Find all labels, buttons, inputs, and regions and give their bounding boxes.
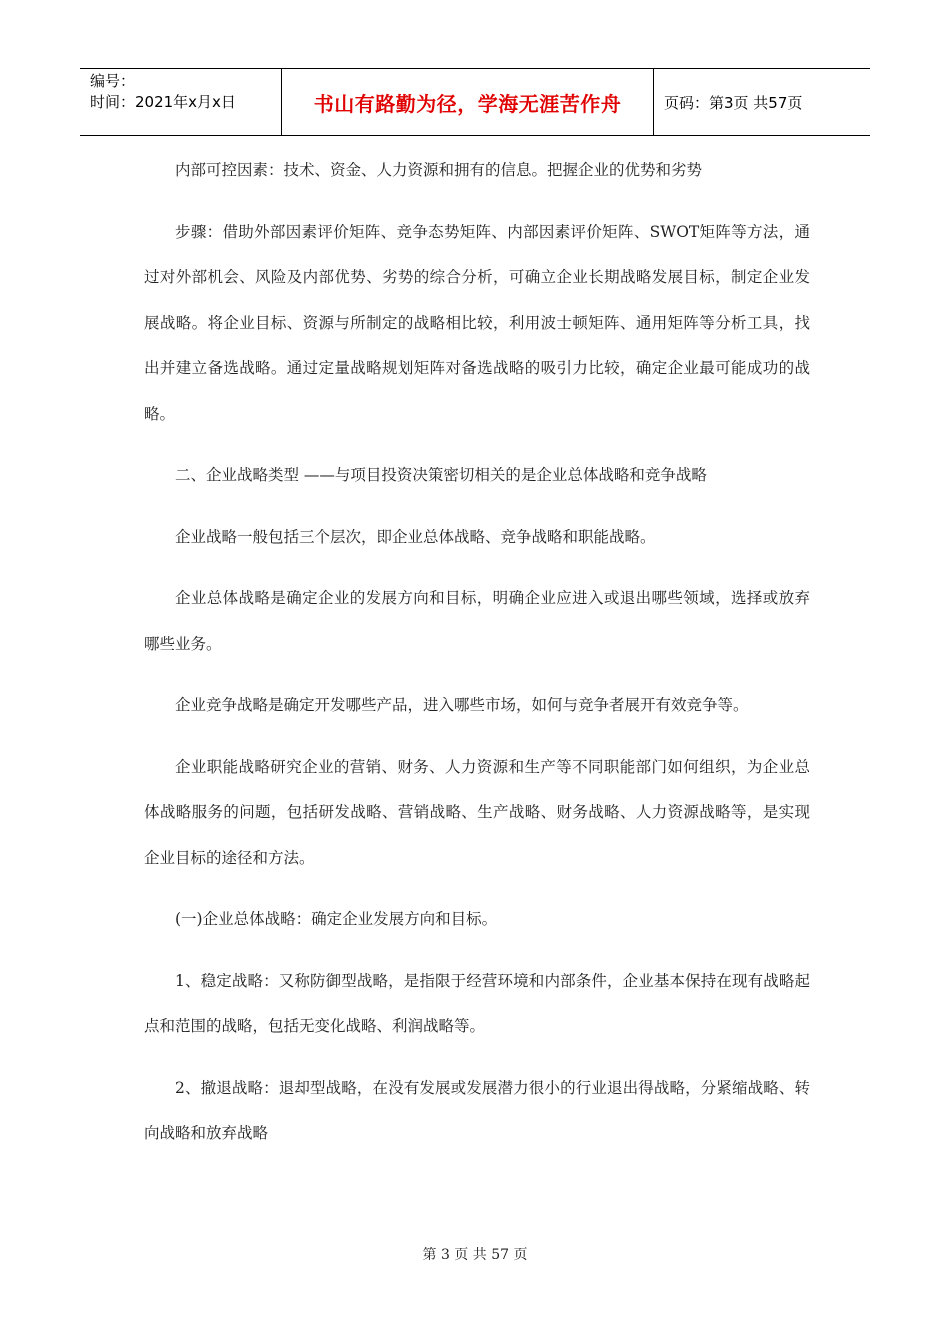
header-meta	[80, 69, 282, 135]
paragraph: 企业职能战略研究企业的营销、财务、人力资源和生产等不同职能部门如何组织，为企业总体战略服务的问题，包括研发战略、营销战略、生产战略、财务战略、人力资源战略等，是实现企业目标的途径和方法。	[144, 757, 810, 867]
paragraph: 企业战略一般包括三个层次，即企业总体战略、竞争战略和职能战略。	[175, 527, 656, 546]
list-item: 1、稳定战略：又称防御型战略，是指限于经营环境和内部条件，企业基本保持在现有战略起点和范围的战略，包括无变化战略、利润战略等。	[144, 971, 810, 1035]
document-number-label: 编号：	[90, 72, 136, 90]
document-body	[144, 148, 810, 1157]
page-header	[80, 68, 870, 136]
paragraph: 企业总体战略是确定企业的发展方向和目标，明确企业应进入或退出哪些领域，选择或放弃哪些业务。	[144, 589, 810, 653]
document-time-label: 时间：2021年x月x日	[90, 93, 236, 111]
subsection-heading: (一)企业总体战略：确定企业发展方向和目标。	[175, 910, 498, 928]
page-footer: 第 3 页 共 57 页	[422, 1247, 528, 1263]
header-page-label: 页码：第3页 共57页	[664, 93, 803, 112]
paragraph: 步骤：借助外部因素评价矩阵、竞争态势矩阵、内部因素评价矩阵、SWOT矩阵等方法，通过对外部机会、风险及内部优势、劣势的综合分析，可确立企业长期战略发展目标，制定企业发展战略。将企业目标、资源与所制定的战略相比较，利用波士顿矩阵、通用矩阵等分析工具，找出并建立备选战略。通过定量战略规划矩阵对备选战略的吸引力比较，确定企业最可能成功的战略。	[144, 222, 810, 423]
list-item: 2、撤退战略：退却型战略，在没有发展或发展潜力很小的行业退出得战略，分紧缩战略、转向战略和放弃战略	[144, 1078, 810, 1142]
paragraph: 内部可控因素：技术、资金、人力资源和拥有的信息。把握企业的优势和劣势	[175, 161, 703, 179]
section-heading: 二、企业战略类型 ——与项目投资决策密切相关的是企业总体战略和竞争战略	[175, 466, 707, 484]
header-motto: 书山有路勤为径，学海无涯苦作舟	[282, 69, 654, 135]
paragraph: 企业竞争战略是确定开发哪些产品，进入哪些市场，如何与竞争者展开有效竞争等。	[175, 696, 749, 714]
